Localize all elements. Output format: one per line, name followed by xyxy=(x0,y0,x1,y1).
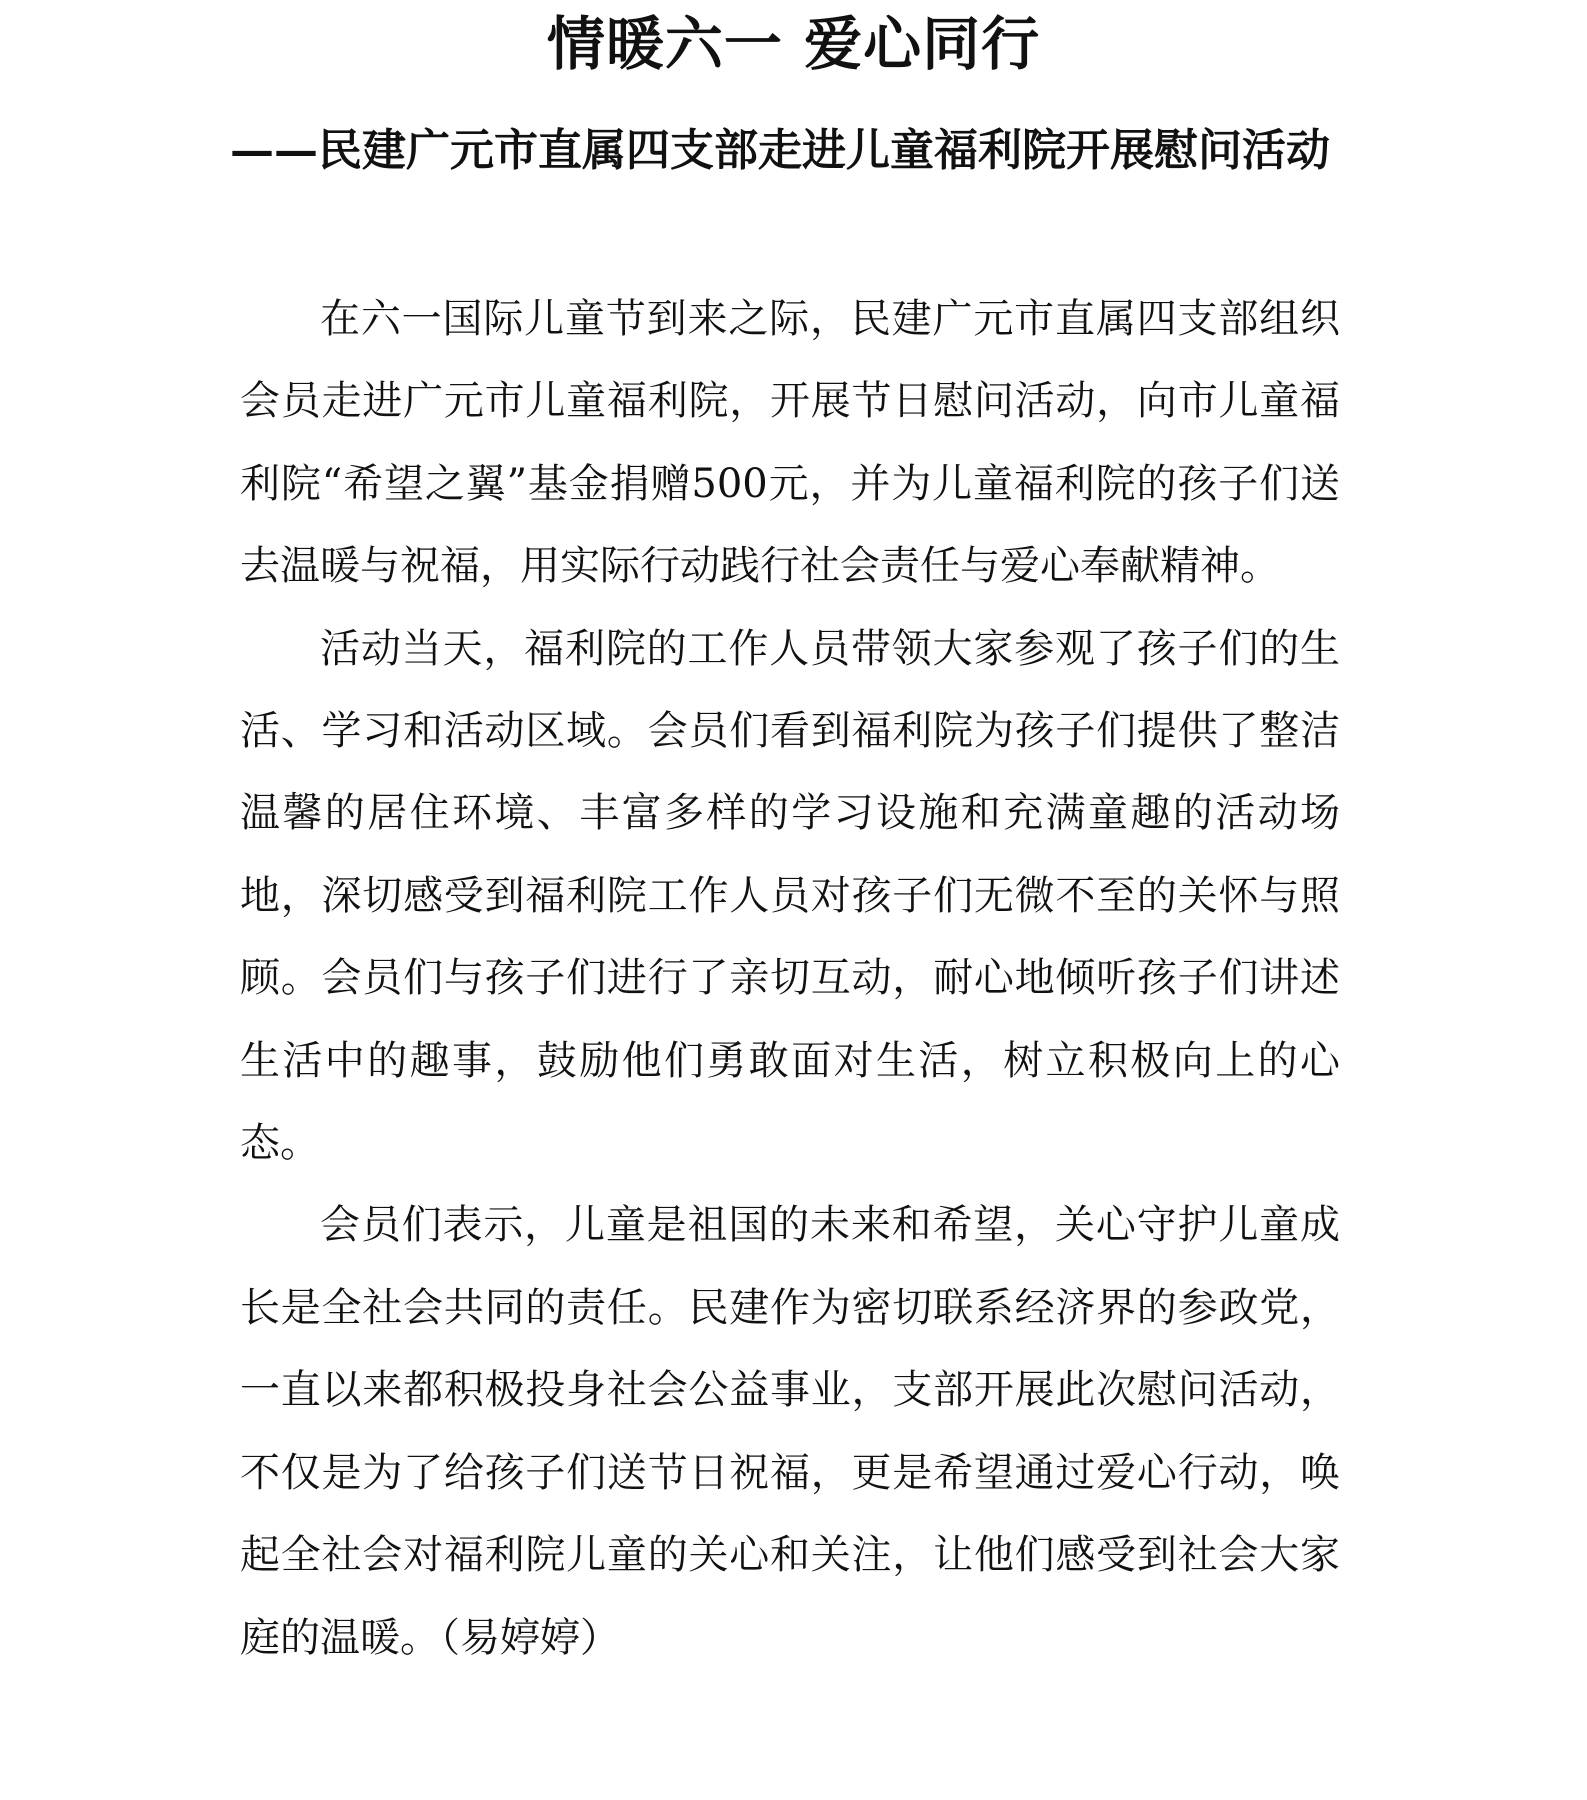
body-paragraph-1: 在六一国际儿童节到来之际，民建广元市直属四支部组织会员走进广元市儿童福利院，开展节日慰问活动，向市儿童福利院“希望之翼”基金捐赠500元，并为儿童福利院的孩子们送去温暖与祝福，用实际行动践行社会责任与爱心奉献精神。 xyxy=(240,296,1340,590)
article-title: 情暖六一 爱心同行 xyxy=(546,10,1041,78)
body-paragraph-3: 会员们表示，儿童是祖国的未来和希望，关心守护儿童成长是全社会共同的责任。民建作为密切联系经济界的参政党，一直以来都积极投身社会公益事业，支部开展此次慰问活动，不仅是为了给孩子们送节日祝福，更是希望通过爱心行动，唤起全社会对福利院儿童的关心和关注，让他们感受到社会大家庭的温暖。（易婷婷） xyxy=(240,1202,1340,1661)
article-subtitle: ——民建广元市直属四支部走进儿童福利院开展慰问活动 xyxy=(230,125,1330,176)
article-body xyxy=(240,278,1340,1679)
body-paragraph-2: 活动当天，福利院的工作人员带领大家参观了孩子们的生活、学习和活动区域。会员们看到福利院为孩子们提供了整洁温馨的居住环境、丰富多样的学习设施和充满童趣的活动场地，深切感受到福利院工作人员对孩子们无微不至的关怀与照顾。会员们与孩子们进行了亲切互动，耐心地倾听孩子们讲述生活中的趣事，鼓励他们勇敢面对生活，树立积极向上的心态。 xyxy=(240,625,1340,1167)
